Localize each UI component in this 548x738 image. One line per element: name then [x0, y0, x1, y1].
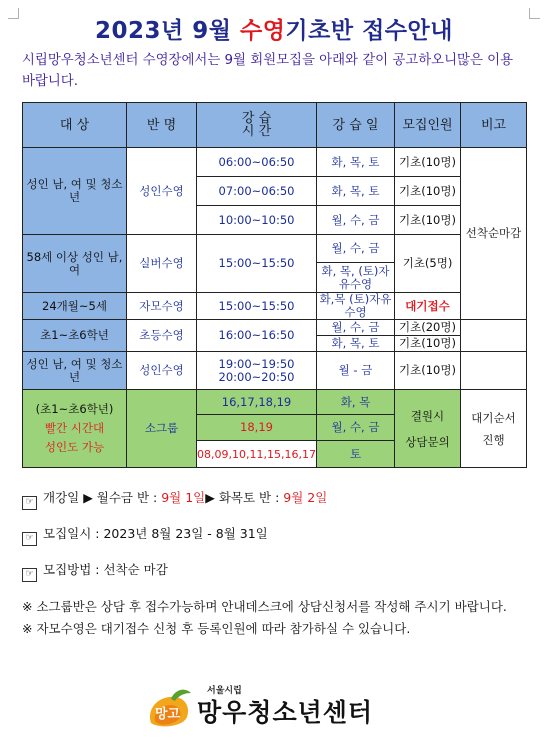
capacity-cell: 기초(20명) — [395, 320, 461, 336]
time-cell: 18,19 — [197, 415, 317, 441]
capacity-cell: 기초(10명) — [395, 352, 461, 390]
target-cell: 성인 남, 여 및 청소년 — [23, 352, 127, 390]
group-class-cell: 소그룹 — [127, 390, 197, 468]
time-cell: 10:00~10:50 — [197, 206, 317, 235]
center-logo: 망고 서울시립 망우청소년센터 — [145, 683, 415, 729]
pointer-icon: ☞ — [22, 568, 37, 582]
header-capacity: 모집인원 — [395, 103, 461, 148]
group-capacity-cell: 결원시 상담문의 — [395, 390, 461, 468]
capacity-cell: 기초(5명) — [395, 235, 461, 293]
note-cell: 선착순마감 — [461, 148, 527, 320]
note-line: ※ 소그룹반은 상담 후 접수가능하며 안내데스크에 상담신청서를 작성해 주시기 바랍니다. — [22, 599, 507, 614]
days-cell: 화,목 (토)자유수영 — [317, 293, 395, 320]
table-row — [23, 390, 527, 415]
pointer-icon: ☞ — [22, 496, 37, 510]
class-cell: 성인수영 — [127, 352, 197, 390]
open-date-line: ☞ 개강일 ▶ 월수금 반 : 9월 1일▶ 화목토 반 : 9월 2일 — [22, 488, 327, 510]
class-cell: 성인수영 — [127, 148, 197, 235]
schedule-table — [22, 102, 527, 468]
pointer-icon: ☞ — [22, 532, 37, 546]
group-target-cell: (초1~초6학년) 빨간 시간대 성인도 가능 — [23, 390, 127, 468]
time-cell: 19:00~19:50 20:00~20:50 — [197, 352, 317, 390]
target-cell: 초1~초6학년 — [23, 320, 127, 352]
capacity-cell: 기초(10명) — [395, 206, 461, 235]
table-row — [23, 293, 527, 320]
header-note: 비고 — [461, 103, 527, 148]
table-header-row — [23, 103, 527, 148]
days-cell: 월, 수, 금 — [317, 415, 395, 441]
capacity-cell: 기초(10명) — [395, 336, 461, 352]
time-cell: 07:00~06:50 — [197, 177, 317, 206]
capacity-cell: 기초(10명) — [395, 177, 461, 206]
time-cell: 16:00~16:50 — [197, 320, 317, 352]
class-cell: 실버수영 — [127, 235, 197, 293]
days-cell: 월, 수, 금 — [317, 320, 395, 336]
time-cell: 15:00~15:50 — [197, 293, 317, 320]
days-cell: 화, 목, 토 — [317, 177, 395, 206]
class-cell: 초등수영 — [127, 320, 197, 352]
time-cell: 15:00~15:50 — [197, 235, 317, 293]
header-class: 반 명 — [127, 103, 197, 148]
note-line: ※ 자모수영은 대기접수 신청 후 등록인원에 따라 참가하실 수 있습니다. — [22, 621, 411, 636]
days-cell: 월 - 금 — [317, 352, 395, 390]
days-cell: 화, 목, (토)자유수영 — [317, 263, 395, 293]
table-row — [23, 352, 527, 390]
days-cell: 화, 목 — [317, 390, 395, 415]
days-cell: 화, 목, 토 — [317, 148, 395, 177]
class-cell: 자모수영 — [127, 293, 197, 320]
header-target: 대 상 — [23, 103, 127, 148]
time-cell: 06:00~06:50 — [197, 148, 317, 177]
intro-text: 시립망우청소년센터 수영장에서는 9월 회원모집을 아래와 같이 공고하오니많은 이용 바랍니다. — [22, 53, 514, 89]
time-cell: 08,09,10,11,15,16,17 — [197, 441, 317, 468]
group-note-cell: 대기순서 진행 — [461, 390, 527, 468]
days-cell: 월, 수, 금 — [317, 235, 395, 263]
target-cell: 58세 이상 성인 남, 여 — [23, 235, 127, 293]
notes — [22, 597, 527, 639]
days-cell: 월, 수, 금 — [317, 206, 395, 235]
capacity-cell: 기초(10명) — [395, 148, 461, 177]
table-row — [23, 235, 527, 263]
table-row — [23, 320, 527, 336]
days-cell: 화, 목, 토 — [317, 336, 395, 352]
days-cell: 토 — [317, 441, 395, 468]
page-title: 2023년 9월 수영기초반 접수안내 — [95, 18, 453, 44]
target-cell: 24개월~5세 — [23, 293, 127, 320]
table-row — [23, 148, 527, 177]
method-line: ☞ 모집방법 : 선착순 마감 — [22, 560, 168, 582]
target-cell: 성인 남, 여 및 청소년 — [23, 148, 127, 235]
time-cell: 16,17,18,19 — [197, 390, 317, 415]
header-days: 강 습 일 — [317, 103, 395, 148]
capacity-cell: 대기접수 — [395, 293, 461, 320]
header-time: 강 습 시 간 — [197, 103, 317, 148]
period-line: ☞ 모집일시 : 2023년 8월 23일 - 8월 31일 — [22, 524, 268, 546]
